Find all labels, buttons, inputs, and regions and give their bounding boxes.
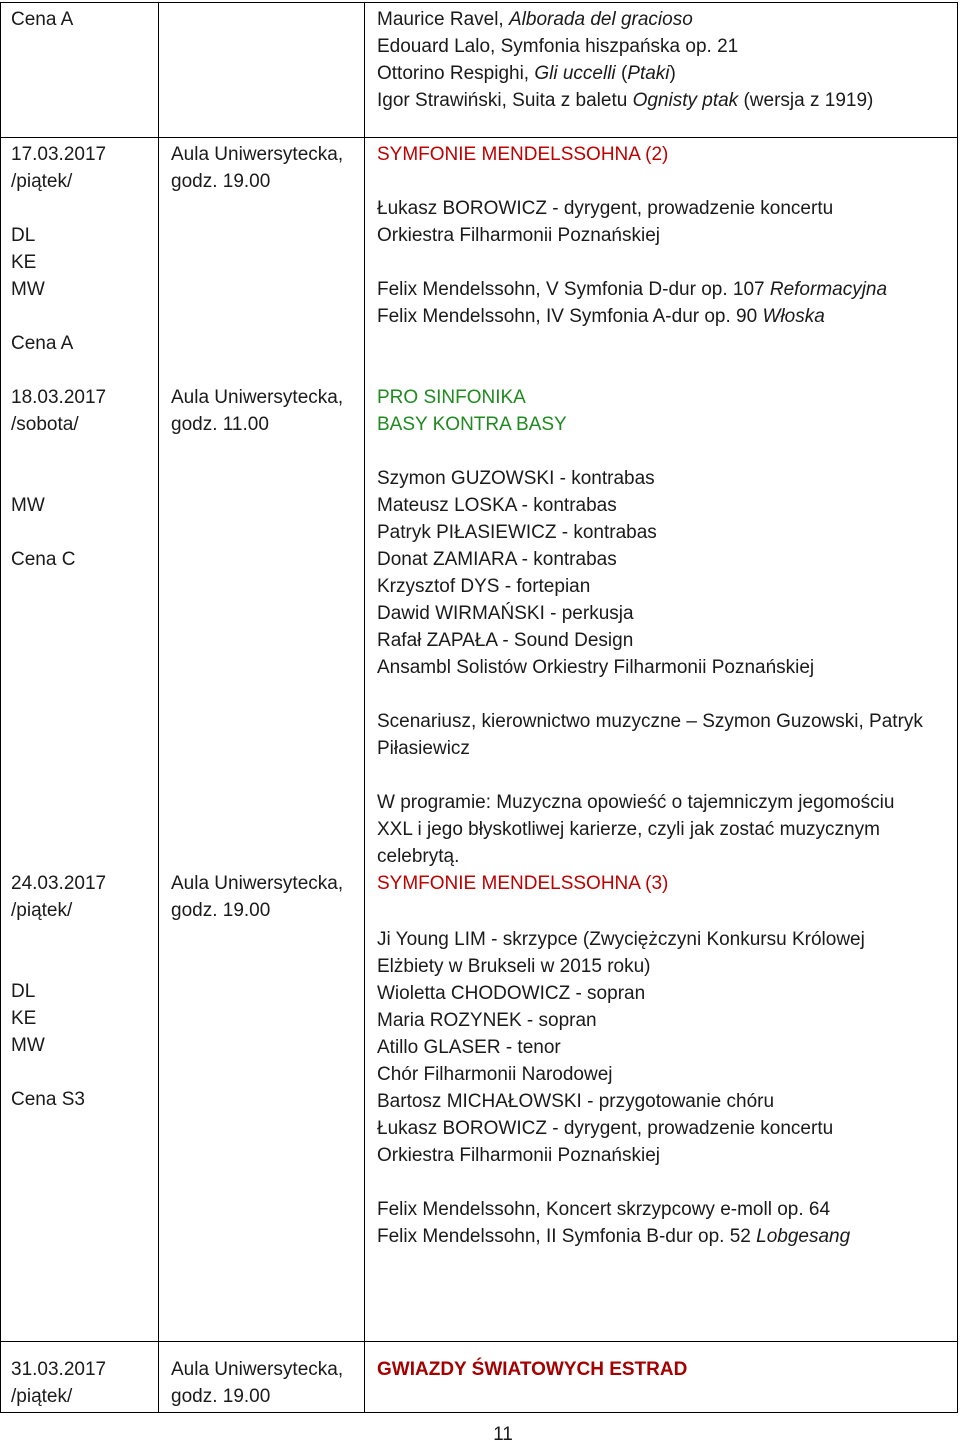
concert-title: GWIAZDY ŚWIATOWYCH ESTRAD: [377, 1359, 688, 1380]
table-border-right: [957, 2, 958, 1413]
performer: Krzysztof DYS - fortepian: [377, 576, 591, 597]
subscription-code: KE: [11, 1008, 37, 1029]
subscription-code: MW: [11, 279, 45, 300]
concert-time: godz. 19.00: [171, 900, 271, 921]
performer: Łukasz BOROWICZ - dyrygent, prowadzenie koncertu: [377, 198, 834, 219]
concert-day: /sobota/: [11, 414, 79, 435]
concert-date: 18.03.2017: [11, 387, 107, 408]
venue: Aula Uniwersytecka,: [171, 873, 344, 894]
program-line: Edouard Lalo, Symfonia hiszpańska op. 21: [377, 36, 739, 57]
concert-title: SYMFONIE MENDELSSOHNA (2): [377, 144, 669, 165]
price-category: Cena S3: [11, 1089, 85, 1110]
performer: Orkiestra Filharmonii Poznańskiej: [377, 1145, 660, 1166]
venue: Aula Uniwersytecka,: [171, 1359, 344, 1380]
performer: Chór Filharmonii Narodowej: [377, 1064, 613, 1085]
performer: Rafał ZAPAŁA - Sound Design: [377, 630, 634, 651]
table-border-bottom: [0, 1412, 958, 1413]
concert-title: PRO SINFONIKA: [377, 387, 526, 408]
performer: Elżbiety w Brukseli w 2015 roku): [377, 956, 651, 977]
performer: Maria ROZYNEK - sopran: [377, 1010, 597, 1031]
subscription-code: DL: [11, 981, 36, 1002]
subscription-code: KE: [11, 252, 37, 273]
table-border-top: [0, 2, 958, 3]
subscription-code: DL: [11, 225, 36, 246]
concert-subtitle: BASY KONTRA BASY: [377, 414, 567, 435]
venue: Aula Uniwersytecka,: [171, 144, 344, 165]
row-divider: [0, 137, 958, 138]
performer: Ansambl Solistów Orkiestry Filharmonii Poznańskiej: [377, 657, 815, 678]
venue: Aula Uniwersytecka,: [171, 387, 344, 408]
performer: Ji Young LIM - skrzypce (Zwyciężczyni Konkursu Królowej: [377, 929, 865, 950]
price-category: Cena C: [11, 549, 76, 570]
table-border-left: [0, 2, 1, 1413]
row-divider: [0, 1341, 958, 1342]
concert-time: godz. 19.00: [171, 171, 271, 192]
program-line: Ottorino Respighi, Gli uccelli (Ptaki): [377, 63, 676, 84]
performer: Szymon GUZOWSKI - kontrabas: [377, 468, 655, 489]
program-line: Felix Mendelssohn, V Symfonia D-dur op. 107 Reformacyjna: [377, 279, 888, 300]
concert-date: 24.03.2017: [11, 873, 107, 894]
program-line: Felix Mendelssohn, IV Symfonia A-dur op. 90 Włoska: [377, 306, 825, 327]
performer: Mateusz LOSKA - kontrabas: [377, 495, 617, 516]
concert-time: godz. 11.00: [171, 414, 269, 435]
column-divider: [158, 2, 159, 1413]
program-line: Igor Strawiński, Suita z baletu Ognisty ptak (wersja z 1919): [377, 90, 874, 111]
concert-date: 31.03.2017: [11, 1359, 107, 1380]
subscription-code: MW: [11, 1035, 45, 1056]
concert-day: /piątek/: [11, 171, 73, 192]
column-divider: [364, 2, 365, 1413]
concert-time: godz. 19.00: [171, 1386, 271, 1407]
program-description: celebrytą.: [377, 846, 460, 867]
program-line: Maurice Ravel, Alborada del gracioso: [377, 9, 693, 30]
performer: Atillo GLASER - tenor: [377, 1037, 561, 1058]
performer: Orkiestra Filharmonii Poznańskiej: [377, 225, 660, 246]
subscription-code: MW: [11, 495, 45, 516]
price-category: Cena A: [11, 333, 74, 354]
program-line: Felix Mendelssohn, Koncert skrzypcowy e-moll op. 64: [377, 1199, 831, 1220]
concert-title: SYMFONIE MENDELSSOHNA (3): [377, 873, 669, 894]
scenario-line: Scenariusz, kierownictwo muzyczne – Szymon Guzowski, Patryk: [377, 711, 923, 732]
page-number: 11: [493, 1424, 513, 1445]
performer: Patryk PIŁASIEWICZ - kontrabas: [377, 522, 657, 543]
performer: Bartosz MICHAŁOWSKI - przygotowanie chóru: [377, 1091, 775, 1112]
program-description: XXL i jego błyskotliwej karierze, czyli jak zostać muzycznym: [377, 819, 880, 840]
price-category: Cena A: [11, 9, 74, 30]
performer: Wioletta CHODOWICZ - sopran: [377, 983, 646, 1004]
scenario-line: Piłasiewicz: [377, 738, 470, 759]
program-description: W programie: Muzyczna opowieść o tajemniczym jegomościu: [377, 792, 895, 813]
program-line: Felix Mendelssohn, II Symfonia B-dur op. 52 Lobgesang: [377, 1226, 851, 1247]
performer: Łukasz BOROWICZ - dyrygent, prowadzenie koncertu: [377, 1118, 834, 1139]
performer: Donat ZAMIARA - kontrabas: [377, 549, 617, 570]
concert-date: 17.03.2017: [11, 144, 107, 165]
concert-day: /piątek/: [11, 1386, 73, 1407]
performer: Dawid WIRMAŃSKI - perkusja: [377, 603, 634, 624]
concert-day: /piątek/: [11, 900, 73, 921]
